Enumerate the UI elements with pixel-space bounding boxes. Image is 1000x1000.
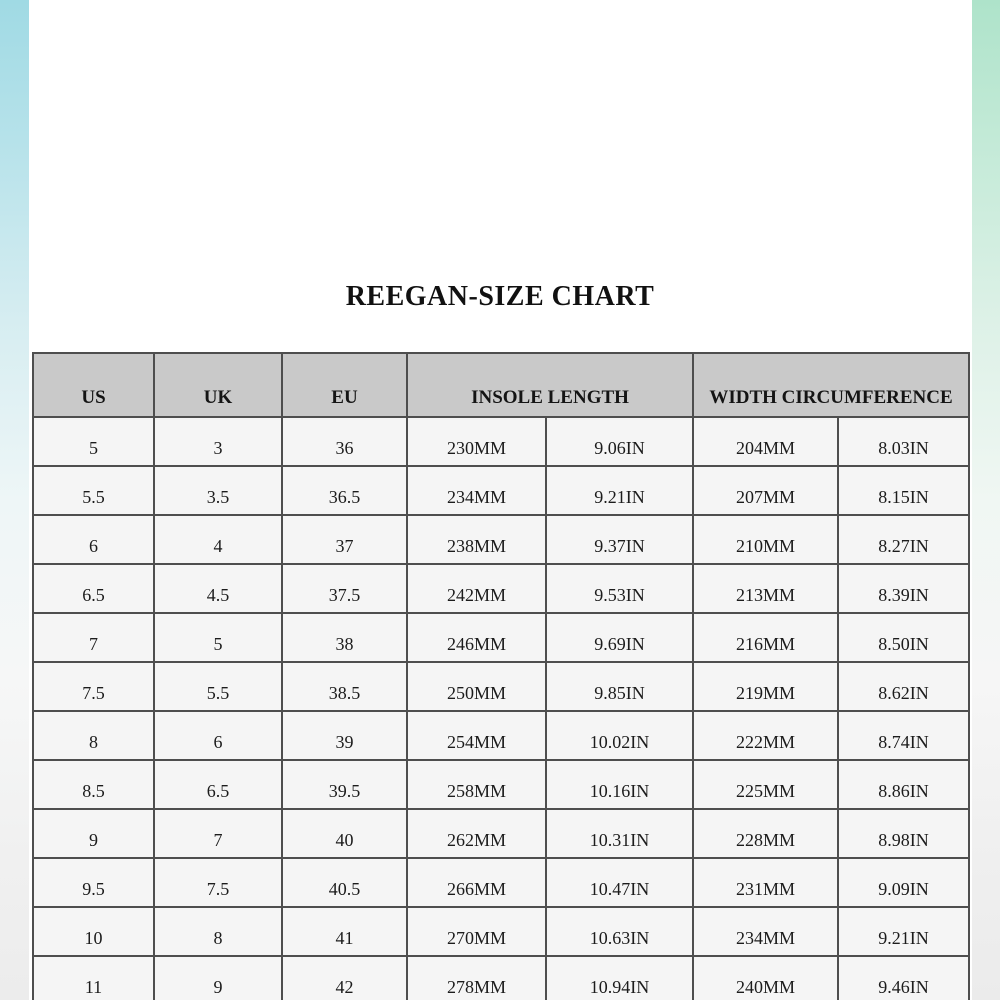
cell-insole-in: 9.37IN (546, 515, 693, 564)
cell-insole-mm: 230MM (407, 417, 546, 466)
table-row (33, 760, 969, 809)
table-row (33, 466, 969, 515)
table-row (33, 613, 969, 662)
cell-us: 7.5 (33, 662, 154, 711)
cell-width-mm: 219MM (693, 662, 838, 711)
cell-uk: 7.5 (154, 858, 282, 907)
table-row (33, 564, 969, 613)
cell-insole-mm: 234MM (407, 466, 546, 515)
cell-eu: 40.5 (282, 858, 407, 907)
table-row (33, 515, 969, 564)
cell-insole-mm: 254MM (407, 711, 546, 760)
cell-width-in: 9.09IN (838, 858, 969, 907)
column-header-width-circumference: WIDTH CIRCUMFERENCE (693, 353, 969, 417)
column-header-us: US (33, 353, 154, 417)
right-gradient-strip (972, 0, 1000, 1000)
cell-insole-mm: 262MM (407, 809, 546, 858)
cell-insole-mm: 278MM (407, 956, 546, 1000)
cell-insole-in: 9.21IN (546, 466, 693, 515)
cell-insole-in: 9.06IN (546, 417, 693, 466)
cell-us: 8 (33, 711, 154, 760)
cell-us: 10 (33, 907, 154, 956)
table-body (33, 417, 969, 1000)
cell-eu: 41 (282, 907, 407, 956)
column-header-uk: UK (154, 353, 282, 417)
table-row (33, 662, 969, 711)
cell-width-mm: 240MM (693, 956, 838, 1000)
table-row (33, 417, 969, 466)
cell-width-in: 8.62IN (838, 662, 969, 711)
cell-width-mm: 210MM (693, 515, 838, 564)
cell-insole-mm: 258MM (407, 760, 546, 809)
cell-us: 9.5 (33, 858, 154, 907)
cell-width-in: 8.15IN (838, 466, 969, 515)
cell-width-in: 8.27IN (838, 515, 969, 564)
cell-width-in: 8.86IN (838, 760, 969, 809)
cell-uk: 3 (154, 417, 282, 466)
cell-width-mm: 222MM (693, 711, 838, 760)
cell-uk: 5 (154, 613, 282, 662)
cell-eu: 36 (282, 417, 407, 466)
cell-uk: 6.5 (154, 760, 282, 809)
cell-us: 8.5 (33, 760, 154, 809)
cell-insole-mm: 250MM (407, 662, 546, 711)
cell-width-in: 8.39IN (838, 564, 969, 613)
cell-insole-in: 10.31IN (546, 809, 693, 858)
cell-us: 6 (33, 515, 154, 564)
cell-eu: 36.5 (282, 466, 407, 515)
table-row (33, 711, 969, 760)
cell-eu: 40 (282, 809, 407, 858)
table-row (33, 956, 969, 1000)
cell-insole-mm: 270MM (407, 907, 546, 956)
cell-uk: 4 (154, 515, 282, 564)
cell-width-in: 8.50IN (838, 613, 969, 662)
cell-width-in: 8.03IN (838, 417, 969, 466)
cell-uk: 6 (154, 711, 282, 760)
cell-insole-mm: 246MM (407, 613, 546, 662)
cell-insole-in: 10.02IN (546, 711, 693, 760)
cell-width-in: 9.21IN (838, 907, 969, 956)
cell-eu: 42 (282, 956, 407, 1000)
cell-insole-in: 9.85IN (546, 662, 693, 711)
cell-width-in: 9.46IN (838, 956, 969, 1000)
cell-width-mm: 231MM (693, 858, 838, 907)
column-header-insole-length: INSOLE LENGTH (407, 353, 693, 417)
cell-insole-in: 10.94IN (546, 956, 693, 1000)
cell-us: 11 (33, 956, 154, 1000)
left-gradient-strip (0, 0, 29, 1000)
page-title: REEGAN-SIZE CHART (345, 281, 655, 312)
cell-width-mm: 213MM (693, 564, 838, 613)
cell-width-in: 8.98IN (838, 809, 969, 858)
cell-width-mm: 234MM (693, 907, 838, 956)
table-header (33, 353, 969, 417)
cell-insole-mm: 266MM (407, 858, 546, 907)
cell-uk: 8 (154, 907, 282, 956)
cell-us: 5.5 (33, 466, 154, 515)
cell-width-mm: 207MM (693, 466, 838, 515)
cell-eu: 39 (282, 711, 407, 760)
table-row (33, 809, 969, 858)
header-row (33, 353, 969, 417)
cell-eu: 38.5 (282, 662, 407, 711)
size-chart-table (32, 352, 970, 1000)
cell-uk: 3.5 (154, 466, 282, 515)
cell-uk: 5.5 (154, 662, 282, 711)
cell-insole-in: 9.69IN (546, 613, 693, 662)
cell-width-mm: 204MM (693, 417, 838, 466)
cell-insole-in: 10.47IN (546, 858, 693, 907)
cell-width-mm: 216MM (693, 613, 838, 662)
cell-us: 6.5 (33, 564, 154, 613)
table-row (33, 907, 969, 956)
cell-insole-mm: 242MM (407, 564, 546, 613)
cell-us: 7 (33, 613, 154, 662)
column-header-eu: EU (282, 353, 407, 417)
cell-eu: 37 (282, 515, 407, 564)
cell-eu: 39.5 (282, 760, 407, 809)
cell-uk: 4.5 (154, 564, 282, 613)
cell-eu: 37.5 (282, 564, 407, 613)
cell-eu: 38 (282, 613, 407, 662)
cell-insole-in: 9.53IN (546, 564, 693, 613)
cell-uk: 9 (154, 956, 282, 1000)
cell-uk: 7 (154, 809, 282, 858)
cell-width-mm: 228MM (693, 809, 838, 858)
cell-us: 5 (33, 417, 154, 466)
table-row (33, 858, 969, 907)
cell-width-in: 8.74IN (838, 711, 969, 760)
cell-us: 9 (33, 809, 154, 858)
cell-insole-in: 10.63IN (546, 907, 693, 956)
cell-insole-mm: 238MM (407, 515, 546, 564)
cell-width-mm: 225MM (693, 760, 838, 809)
cell-insole-in: 10.16IN (546, 760, 693, 809)
